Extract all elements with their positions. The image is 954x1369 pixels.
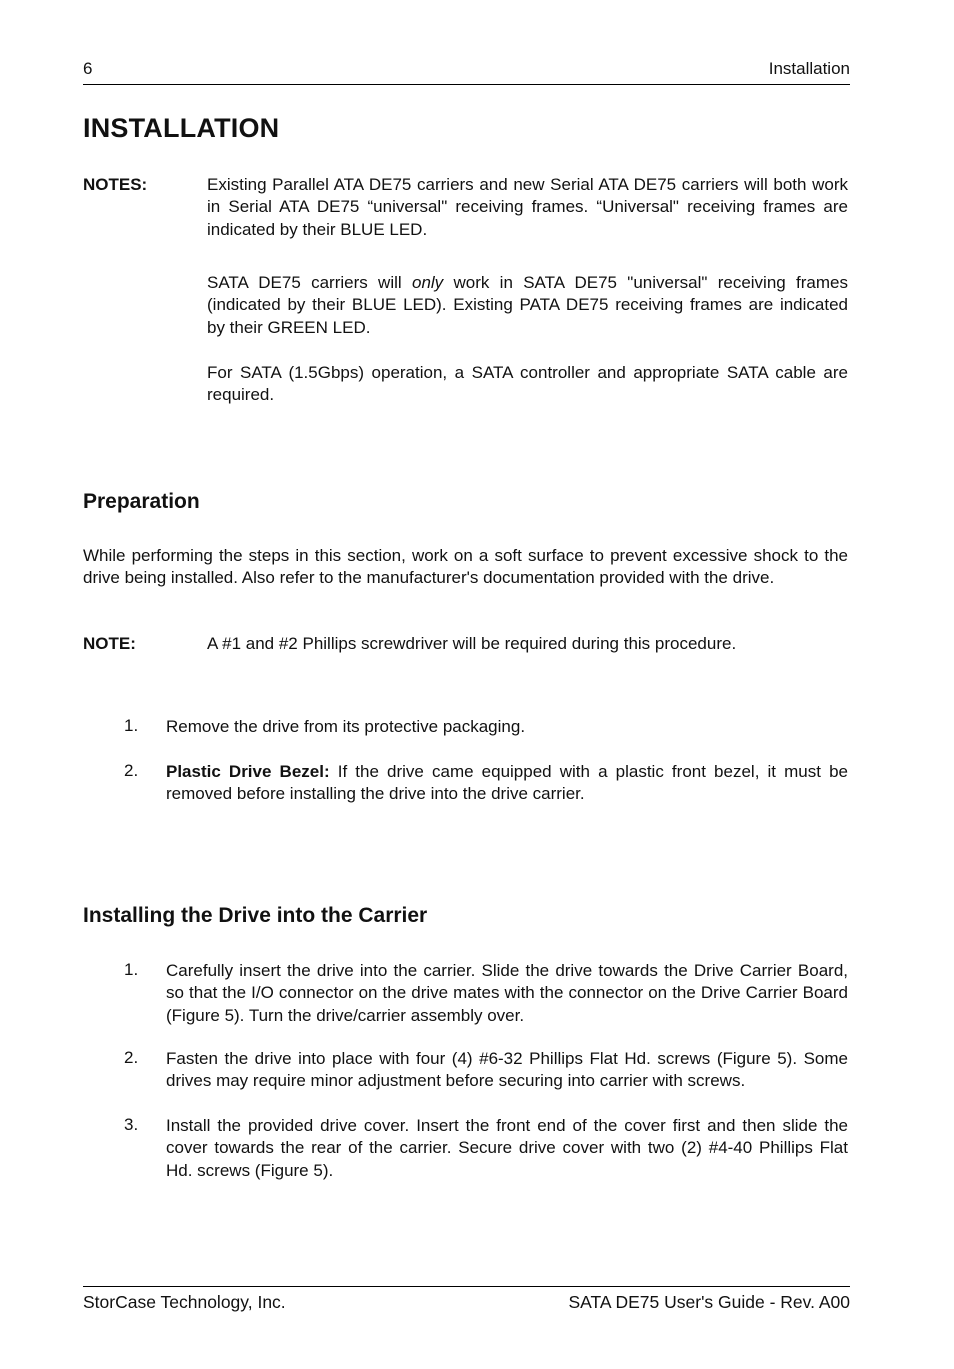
notes-p2-before: SATA DE75 carriers will [207, 273, 412, 292]
preparation-note-label: NOTE: [83, 634, 136, 653]
prep-step-bold-label: Plastic Drive Bezel: [166, 762, 330, 781]
notes-paragraph-1: Existing Parallel ATA DE75 carriers and new Serial ATA DE75 carriers will both work in Serial ATA DE75 “universal" receiving frames. “Universal" receiving frames are indicated by their BLUE LED. [207, 175, 848, 239]
footer-company: StorCase Technology, Inc. [83, 1292, 286, 1312]
prep-step-number: 1. [124, 716, 139, 735]
header-section-title: Installation [768, 59, 850, 78]
preparation-heading: Preparation [83, 490, 200, 513]
install-step-text: Install the provided drive cover. Insert the front end of the cover first and then slide the cover towards the rear of the carrier. Secure drive cover with two (2) #4-40 Phillips Flat Hd. screws (Figure 5). [166, 1116, 848, 1180]
footer-rule [83, 1286, 850, 1287]
install-step-number: 1. [124, 960, 139, 979]
page-title: INSTALLATION [83, 113, 280, 143]
footer-document-title: SATA DE75 User's Guide - Rev. A00 [568, 1292, 850, 1312]
notes-paragraph-3: For SATA (1.5Gbps) operation, a SATA controller and appropriate SATA cable are required. [207, 363, 848, 405]
install-step-number: 3. [124, 1115, 139, 1134]
prep-step-text: Remove the drive from its protective packaging. [166, 717, 526, 736]
installing-heading: Installing the Drive into the Carrier [83, 904, 428, 927]
notes-p2-after: work in SATA DE75 "universal" receiving frames (indicated by their BLUE LED). Existing PATA DE75 receiving frames are indicated by their GREEN LED. [207, 273, 848, 337]
notes-label: NOTES: [83, 175, 148, 194]
prep-step-text [166, 761, 848, 806]
prep-step-number: 2. [124, 761, 139, 780]
install-step-text: Carefully insert the drive into the carrier. Slide the drive towards the Drive Carrier Board, so that the I/O connector on the drive mates with the connector on the Drive Carrier Board (Figure 5). Turn the drive/carrier assembly over. [166, 961, 848, 1025]
preparation-note-text: A #1 and #2 Phillips screwdriver will be required during this procedure. [207, 634, 737, 653]
prep-step-body: If the drive came equipped with a plastic front bezel, it must be removed before installing the drive into the drive carrier. [166, 762, 848, 804]
notes-p2-emphasis: only [411, 273, 444, 292]
notes-paragraph-2 [207, 272, 848, 339]
preparation-intro: While performing the steps in this section, work on a soft surface to prevent excessive shock to the drive being installed. Also refer to the manufacturer's documentation provided with the drive. [83, 546, 848, 588]
install-step-number: 2. [124, 1048, 139, 1067]
install-step-text: Fasten the drive into place with four (4) #6-32 Phillips Flat Hd. screws (Figure 5). Some drives may require minor adjustment before securing into carrier with screws. [166, 1049, 848, 1091]
header-page-number: 6 [83, 59, 93, 78]
header-rule [83, 84, 850, 85]
